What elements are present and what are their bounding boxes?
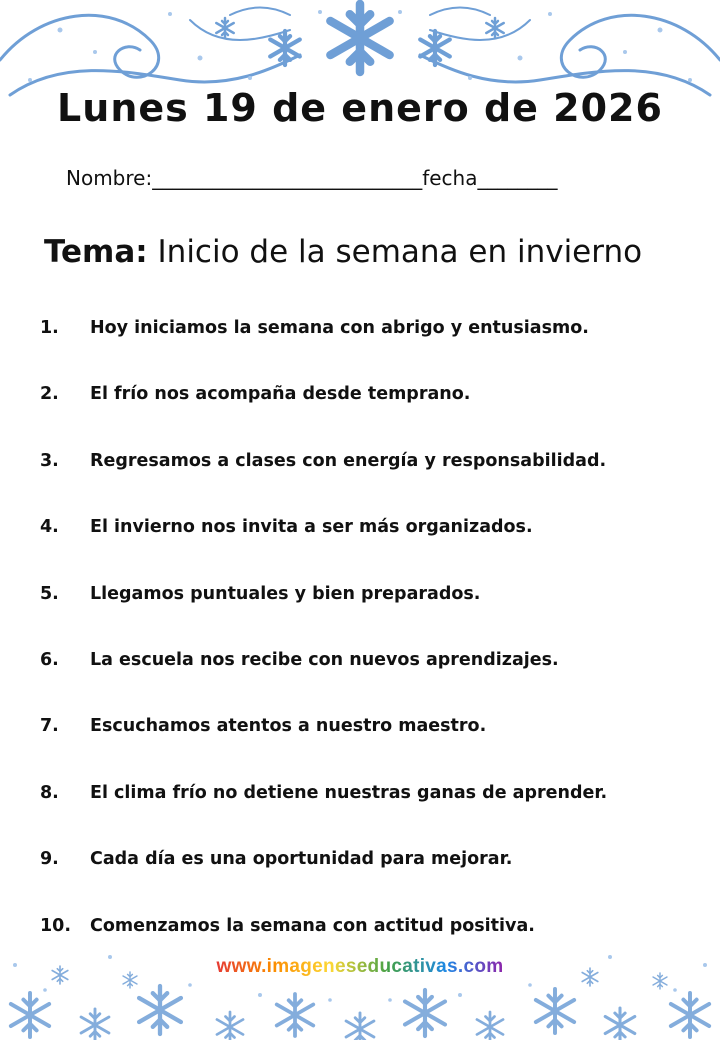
- topic-label: Tema:: [44, 234, 148, 270]
- list-item: [40, 517, 690, 583]
- item-text: El invierno nos invita a ser más organizados.: [90, 517, 533, 538]
- item-number: 3.: [40, 450, 59, 471]
- list-item: [40, 650, 690, 716]
- website-label: www.imageneseducativas.com: [216, 956, 504, 977]
- list-item: [40, 849, 690, 915]
- date-label: fecha: [422, 166, 478, 190]
- website-watermark: [0, 952, 720, 983]
- topic-heading: [44, 234, 642, 270]
- item-number: 4.: [40, 517, 59, 538]
- item-text: Escuchamos atentos a nuestro maestro.: [90, 716, 487, 737]
- list-item: [40, 318, 690, 384]
- item-number: 5.: [40, 583, 59, 604]
- item-text: Cada día es una oportunidad para mejorar.: [90, 849, 513, 870]
- item-text: Comenzamos la semana con actitud positiva.: [90, 915, 535, 936]
- item-text: Hoy iniciamos la semana con abrigo y entusiasmo.: [90, 318, 589, 338]
- item-number: 10.: [40, 915, 72, 936]
- website-text: [195, 952, 525, 978]
- item-number: 6.: [40, 649, 59, 670]
- topic-text: Inicio de la semana en invierno: [157, 234, 643, 270]
- list-item: [40, 451, 690, 517]
- date-blank[interactable]: ________: [477, 166, 558, 190]
- item-number: 8.: [40, 782, 59, 803]
- name-blank[interactable]: ___________________________: [152, 166, 423, 190]
- list-item: [40, 716, 690, 782]
- list-item: [40, 384, 690, 450]
- sentence-list: [40, 318, 690, 982]
- item-number: 2.: [40, 384, 59, 405]
- item-text: Llegamos puntuales y bien preparados.: [90, 583, 481, 604]
- name-label: Nombre:: [66, 166, 153, 190]
- item-text: El frío nos acompaña desde temprano.: [90, 384, 471, 405]
- list-item: [40, 584, 690, 650]
- item-text: El clima frío no detiene nuestras ganas de aprender.: [90, 782, 608, 803]
- list-item: [40, 783, 690, 849]
- page-title: Lunes 19 de enero de 2026: [57, 86, 663, 130]
- name-date-line: [66, 166, 557, 190]
- item-text: Regresamos a clases con energía y responsabilidad.: [90, 450, 607, 471]
- item-number: 1.: [40, 318, 59, 338]
- item-number: 7.: [40, 716, 59, 737]
- item-text: La escuela nos recibe con nuevos aprendizajes.: [90, 649, 559, 670]
- item-number: 9.: [40, 849, 59, 870]
